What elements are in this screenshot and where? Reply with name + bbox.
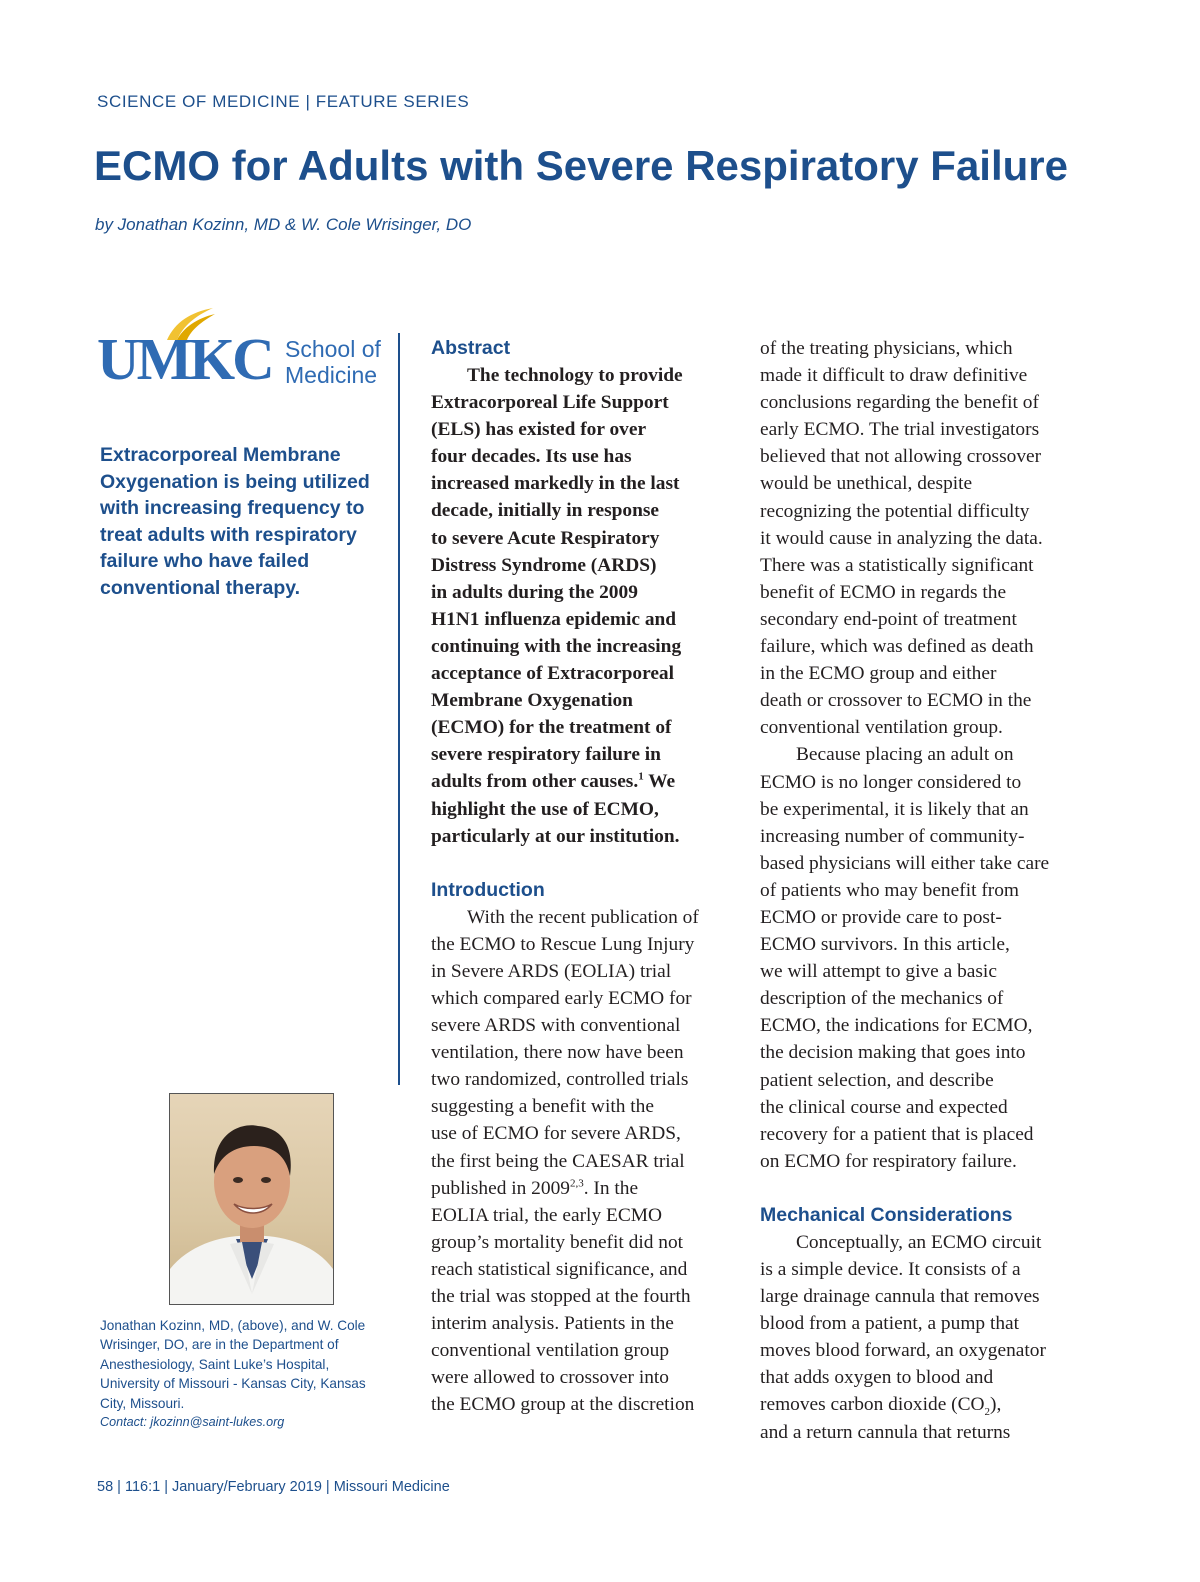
intro-line: in Severe ARDS (EOLIA) trial [431,960,672,982]
intro-line: early ECMO. The trial investigators [760,419,1040,441]
mechanical-heading: Mechanical Considerations [760,1203,1013,1226]
intro-line: the decision making that goes into [760,1042,1026,1064]
intro-line: conventional ventilation group. [760,717,1003,739]
intro-line: There was a statistically significant [760,554,1034,576]
introduction-continued [760,335,1075,741]
column-middle [431,335,731,1418]
abstract-text-fragment: We [643,771,676,793]
intro-line: secondary end-point of treatment [760,608,1017,630]
intro-line: group’s mortality benefit did not [431,1231,684,1253]
intro-line [431,1175,731,1202]
intro-line: description of the mechanics of [760,988,1004,1010]
abstract-line: severe respiratory failure in [431,744,661,766]
intro-line: ECMO, the indications for ECMO, [760,1015,1033,1037]
intro-line: be experimental, it is likely that an [760,798,1029,820]
intro-line: increasing number of community- [760,825,1025,847]
mechanical-text-fragment: removes carbon dioxide (CO [760,1394,985,1416]
intro-line: death or crossover to ECMO in the [760,690,1032,712]
column-right [760,335,1075,1446]
intro-line: severe ARDS with conventional [431,1015,681,1037]
intro-line: ventilation, there now have been [431,1042,684,1064]
intro-line: two randomized, controlled trials [431,1069,689,1091]
mechanical-text [760,1229,1075,1446]
mechanical-line [760,1391,1075,1418]
abstract-text-fragment: adults from other causes. [431,771,639,793]
reference-superscript: 2,3 [569,1177,584,1190]
intro-line: conventional ventilation group [431,1340,670,1362]
introduction-heading: Introduction [431,878,545,901]
intro-line: were allowed to crossover into [431,1367,669,1389]
page-footer: 58 | 116:1 | January/February 2019 | Missouri Medicine [97,1479,450,1495]
intro-line: ECMO survivors. In this article, [760,934,1010,956]
logo-school-text [285,336,381,388]
intro-line: interim analysis. Patients in the [431,1313,674,1335]
subscript: 2 [984,1406,991,1419]
abstract-line: Membrane Oxygenation [431,690,633,712]
mechanical-line: large drainage cannula that removes [760,1286,1040,1308]
abstract-line: in adults during the 2009 [431,581,638,603]
intro-line: made it difficult to draw definitive [760,365,1028,387]
article-title: ECMO for Adults with Severe Respiratory Failure [94,142,1068,189]
intro-line: the trial was stopped at the fourth [431,1286,691,1307]
intro-line: based physicians will either take care [760,852,1050,874]
abstract-line: increased markedly in the last [431,473,680,495]
abstract-line: continuing with the increasing [431,635,682,657]
caption-text: Jonathan Kozinn, MD, (above), and W. Cole Wrisinger, DO, are in the Department of Anesthesiology, Saint Luke’s Hospital, University of Missouri - Kansas City, Kansas City, Missouri. [100,1318,366,1411]
intro-text-fragment: . In the [583,1177,639,1199]
mechanical-line: moves blood forward, an oxygenator [760,1340,1046,1362]
logo-school-line1: School of [285,336,381,362]
introduction-paragraph-2 [760,741,1075,1175]
abstract-line [431,768,731,795]
intro-line: it would cause in analyzing the data. [760,527,1043,549]
abstract-line: particularly at our institution. [431,825,680,847]
intro-line: the first being the CAESAR trial [431,1150,685,1172]
mechanical-line: is a simple device. It consists of a [760,1259,1021,1280]
mechanical-line: and a return cannula that returns [760,1421,1011,1443]
byline: by Jonathan Kozinn, MD & W. Cole Wrisinger, DO [95,215,472,234]
abstract-line: H1N1 influenza epidemic and [431,608,677,630]
author-photo [169,1093,334,1305]
intro-line: benefit of ECMO in regards the [760,581,1007,603]
abstract-line: decade, initially in response [431,500,660,522]
intro-text-fragment: published in 2009 [431,1177,570,1199]
intro-line: recognizing the potential difficulty [760,500,1030,522]
intro-line: suggesting a benefit with the [431,1096,654,1118]
intro-line: would be unethical, despite [760,473,973,495]
abstract-line: to severe Acute Respiratory [431,527,660,549]
series-label: SCIENCE OF MEDICINE | FEATURE SERIES [97,92,470,111]
intro-line: believed that not allowing crossover [760,446,1042,468]
logo-school-line2: Medicine [285,362,378,388]
intro-line: the ECMO to Rescue Lung Injury [431,933,695,955]
umkc-logo [97,306,387,398]
intro-line: Because placing an adult on [796,744,1014,766]
abstract-line: highlight the use of ECMO, [431,798,659,820]
abstract-line: The technology to provide [467,365,683,386]
mechanical-text-fragment: ), [990,1394,1002,1416]
abstract-text [431,362,731,850]
mechanical-line: Conceptually, an ECMO circuit [796,1231,1042,1253]
mechanical-line: blood from a patient, a pump that [760,1313,1020,1335]
column-divider [398,333,400,1085]
intro-line: ECMO or provide care to post- [760,906,1002,928]
intro-line: which compared early ECMO for [431,987,692,1009]
intro-line: EOLIA trial, the early ECMO [431,1204,663,1226]
abstract-heading: Abstract [431,337,511,359]
author-portrait-icon [170,1094,333,1304]
intro-line: of patients who may benefit from [760,879,1020,901]
abstract-line: Extracorporeal Life Support [431,392,669,414]
intro-line: With the recent publication of [467,906,699,928]
intro-line: the ECMO group at the discretion [431,1394,695,1416]
abstract-line: (ECMO) for the treatment of [431,717,672,739]
contact-email[interactable]: Contact: jkozinn@saint-lukes.org [100,1415,285,1430]
intro-line: reach statistical significance, and [431,1258,688,1280]
pull-quote: Extracorporeal Membrane Oxygenation is being utilized with increasing frequency to treat adults with respiratory failure who have failed conventional therapy. [100,444,370,599]
intro-line: use of ECMO for severe ARDS, [431,1123,681,1145]
intro-line: of the treating physicians, which [760,338,1013,359]
abstract-line: (ELS) has existed for over [431,419,647,441]
intro-line: we will attempt to give a basic [760,961,997,983]
intro-line: in the ECMO group and either [760,663,997,685]
intro-line: recovery for a patient that is placed [760,1123,1034,1145]
reference-superscript: 1 [638,770,644,783]
intro-line: on ECMO for respiratory failure. [760,1150,1017,1172]
intro-line: failure, which was defined as death [760,636,1034,658]
author-caption [100,1316,390,1432]
intro-line: patient selection, and describe [760,1069,994,1091]
intro-line: conclusions regarding the benefit of [760,392,1039,414]
abstract-line: four decades. Its use has [431,446,632,468]
intro-line: ECMO is no longer considered to [760,771,1022,793]
abstract-line: Distress Syndrome (ARDS) [431,554,657,576]
logo-umkc-text: UMKC [97,326,272,392]
introduction-text [431,904,731,1419]
intro-line: the clinical course and expected [760,1096,1008,1118]
mechanical-line: that adds oxygen to blood and [760,1367,994,1389]
abstract-line: acceptance of Extracorporeal [431,663,675,685]
